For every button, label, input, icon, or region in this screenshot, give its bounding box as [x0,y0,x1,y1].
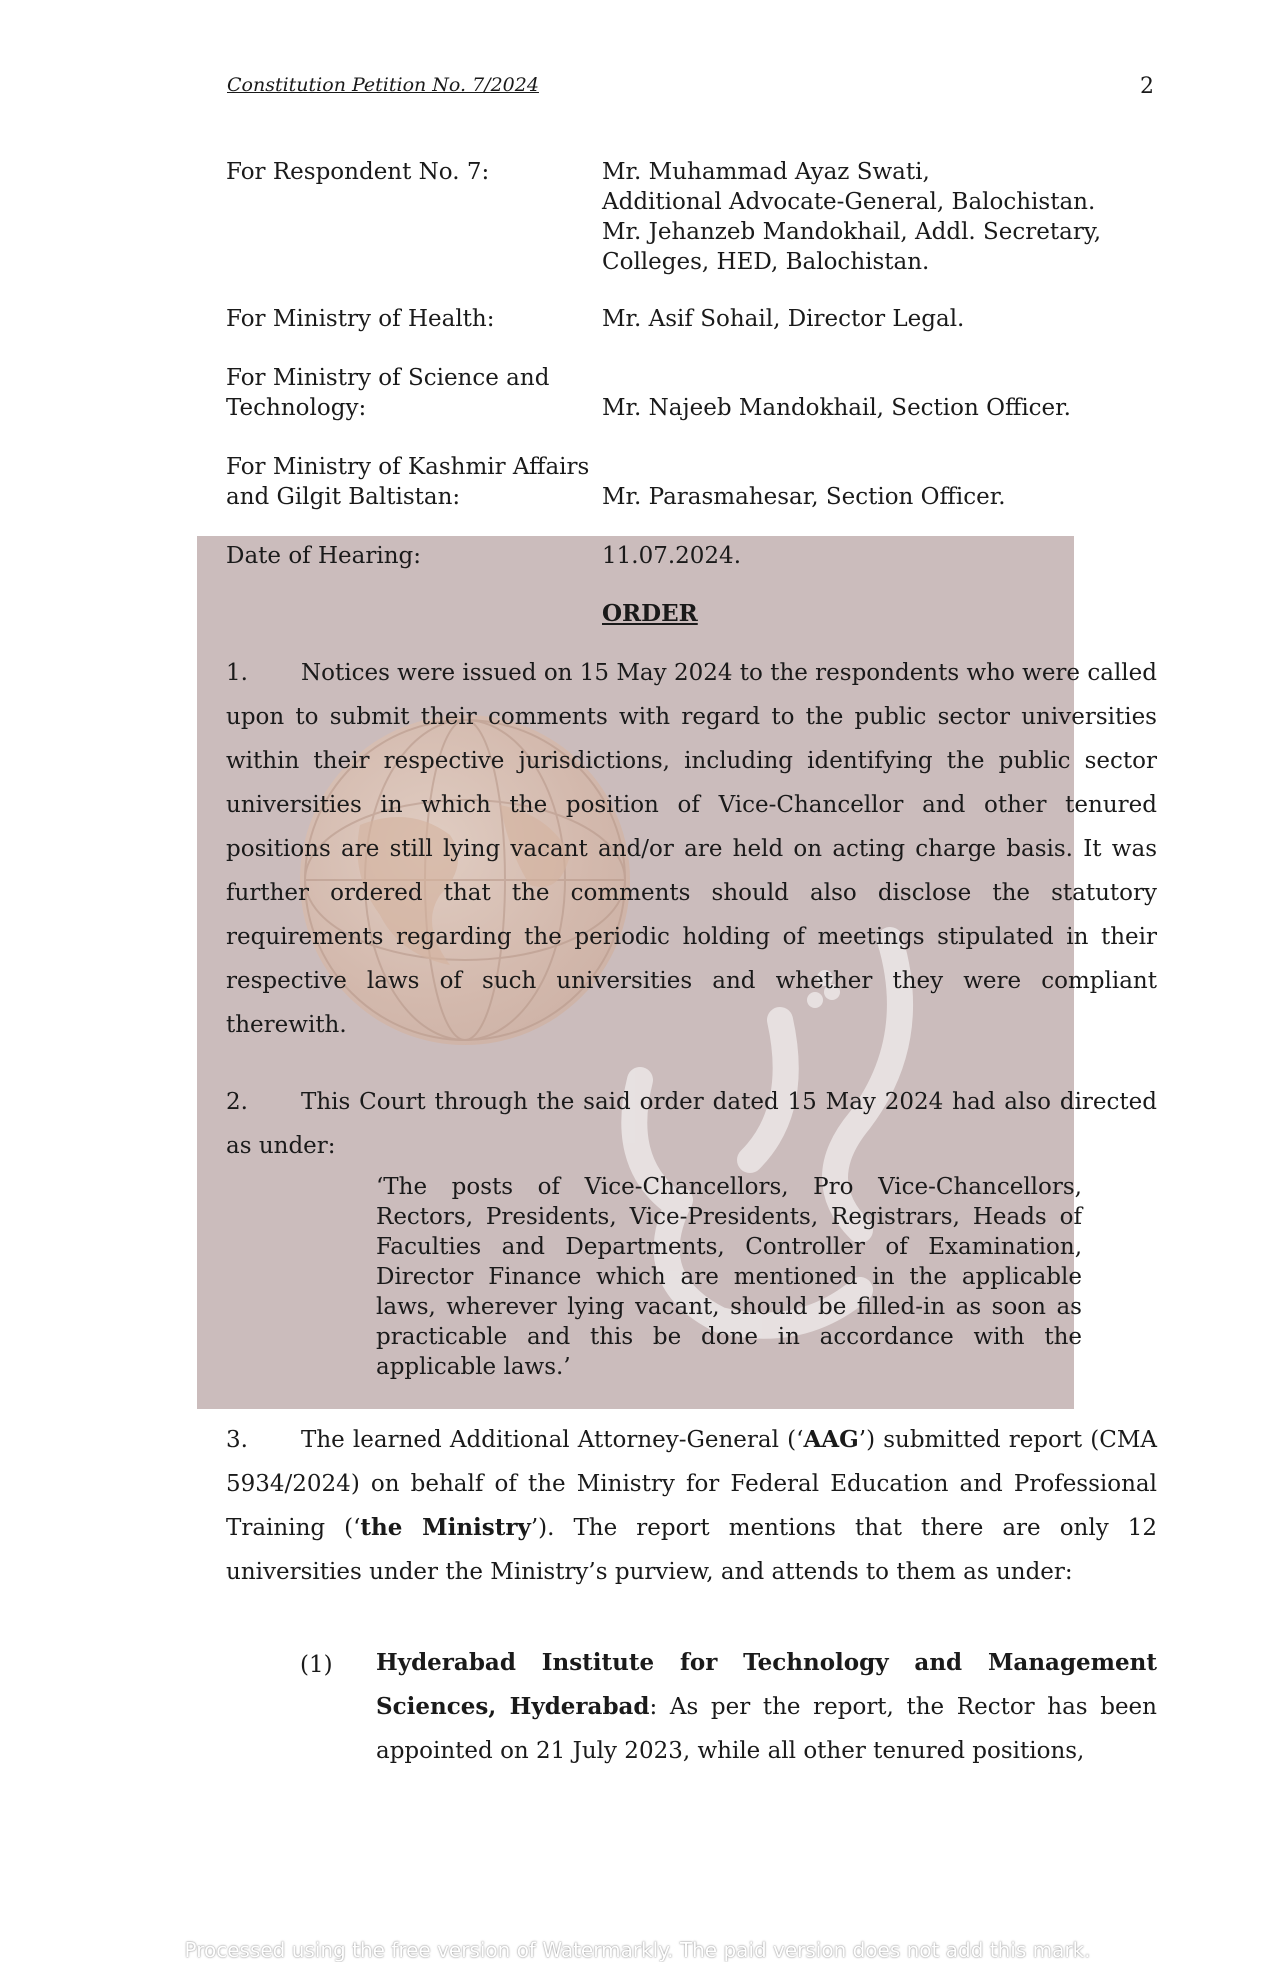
case-title: Constitution Petition No. 7/2024 [227,74,539,96]
paragraph-text: The learned Additional Attorney-General (‘ [301,1427,804,1453]
footer-watermark: Processed using the free version of Watermarkly. The paid version does not add this mark. [184,1938,1091,1962]
appearance-value-health: Mr. Asif Sohail, Director Legal. [602,306,965,332]
block-quote: ‘The posts of Vice-Chancellors, Pro Vice-Chancellors, Rectors, Presidents, Vice-Presidents, Registrars, Heads of Faculties and Departments, Controller of Examination, Director Finance which are mentioned in the applicable laws, wherever lying vacant, should be filled-in as soon as practicable and this be done in accordance with the applicable laws.’ [376,1174,1082,1380]
paragraph-text: ’). The report mentions that there are only 12 universities under the Ministry’s purview, and attends to them as under: [226,1515,1157,1585]
appearance-label-science [226,363,606,423]
list-item [376,1641,1157,1773]
appearance-label-kashmir [226,452,606,512]
page-number: 2 [1140,74,1154,99]
paragraph-number: 2. [226,1089,248,1115]
item-heading: Hyderabad Institute for Technology and Management Sciences, Hyderabad [376,1649,1157,1720]
appearance-line: Technology: [226,395,367,421]
appearance-value-kashmir: Mr. Parasmahesar, Section Officer. [602,484,1006,510]
appearance-line: and Gilgit Baltistan: [226,484,461,510]
appearance-line: Additional Advocate-General, Balochistan. [602,189,1096,215]
item-number: (1) [300,1652,333,1678]
appearance-line: Colleges, HED, Balochistan. [602,249,930,275]
paragraph-text: ’) submitted report (CMA 5934/2024) on behalf of the Ministry for Federal Education and Professional Training (‘ [226,1427,1157,1541]
appearance-line: For Ministry of Kashmir Affairs [226,454,590,480]
appearance-line: Mr. Jehanzeb Mandokhail, Addl. Secretary, [602,219,1102,245]
appearance-line: For Ministry of Science and [226,365,550,391]
paragraph-2 [226,1080,1157,1168]
appearance-label-respondent-7: For Respondent No. 7: [226,159,490,185]
defined-term-aag: AAG [803,1426,859,1453]
defined-term-ministry: the Ministry [360,1514,531,1541]
item-text: : As per the report, the Rector has been appointed on 21 July 2023, while all other tenured positions, [376,1694,1157,1764]
paragraph-1 [226,651,1157,1047]
appearance-value-science: Mr. Najeeb Mandokhail, Section Officer. [602,395,1071,421]
paragraph-number: 1. [226,660,248,686]
appearance-label-date: Date of Hearing: [226,543,422,569]
appearance-value-date: 11.07.2024. [602,543,741,569]
paragraph-text: This Court through the said order dated 15 May 2024 had also directed as under: [226,1089,1157,1159]
appearance-value-respondent-7 [602,157,1162,277]
appearance-line: Mr. Muhammad Ayaz Swati, [602,159,930,185]
paragraph-3 [226,1418,1157,1594]
paragraph-text: Notices were issued on 15 May 2024 to the respondents who were called upon to submit their comments with regard to the public sector universities within their respective jurisdictions, including identifying the public sector universities in which the position of Vice-Chancellor and other tenured positions are still lying vacant and/or are held on acting charge basis. It was further ordered that the comments should also disclose the statutory requirements regarding the periodic holding of meetings stipulated in their respective laws of such universities and whether they were compliant therewith. [226,660,1157,1038]
paragraph-number: 3. [226,1427,248,1453]
order-heading: ORDER [602,600,698,627]
appearance-label-health: For Ministry of Health: [226,306,495,332]
